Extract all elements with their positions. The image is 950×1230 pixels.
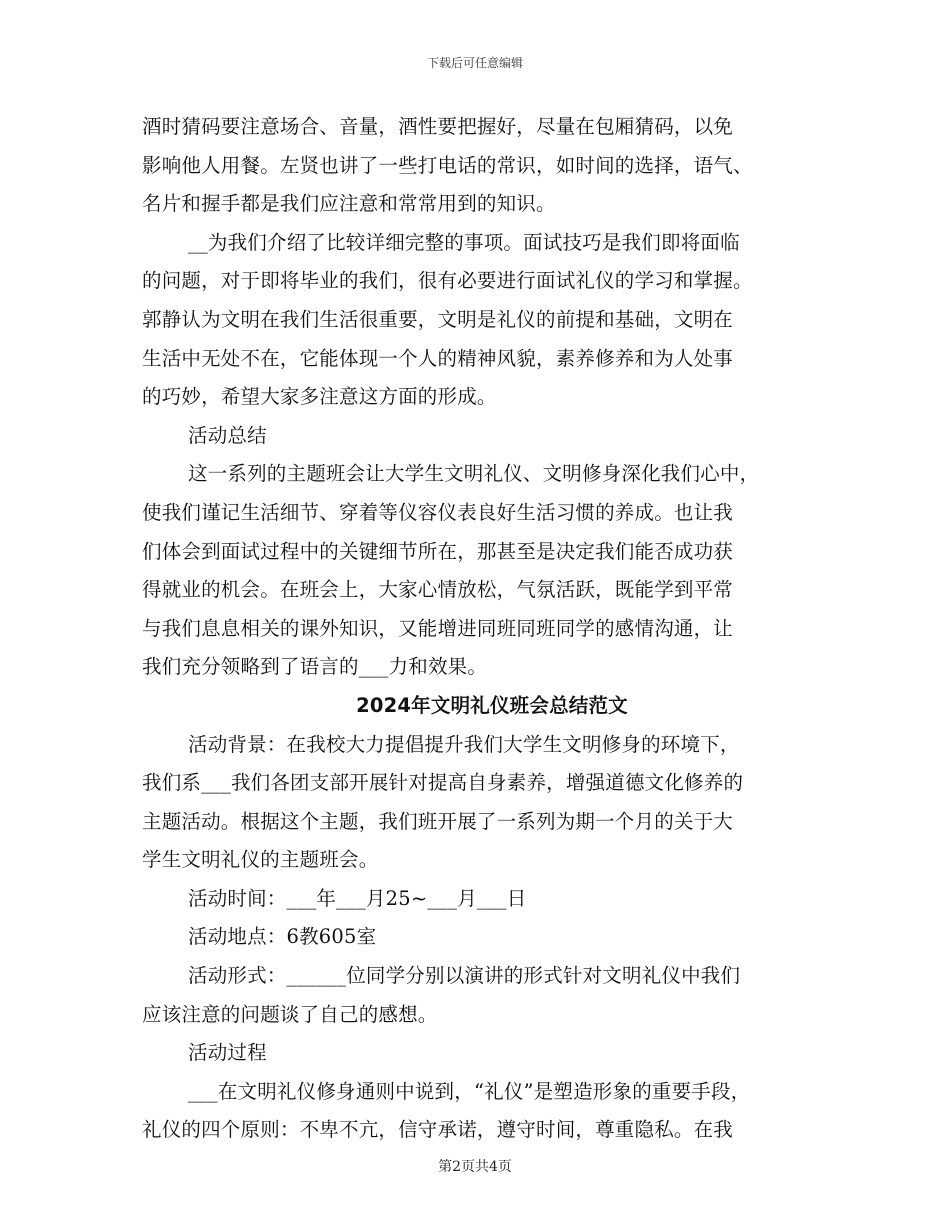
paragraph-line: 主题活动。根据这个主题，我们班开展了一系列为期一个月的关于大 <box>142 809 734 833</box>
paragraph-line: 我们充分领略到了语言的___力和效果。 <box>142 655 488 679</box>
section-heading: 活动过程 <box>188 1041 267 1065</box>
paragraph-line: 活动形式：______位同学分别以演讲的形式针对文明礼仪中我们 <box>188 964 741 988</box>
document-title: 2024年文明礼仪班会总结范文 <box>356 693 628 717</box>
paragraph-line: 的问题，对于即将毕业的我们，很有必要进行面试礼仪的学习和掌握。 <box>142 269 753 293</box>
paragraph-line: 影响他人用餐。左贤也讲了一些打电话的常识，如时间的选择，语气、 <box>142 153 753 177</box>
paragraph-line: 活动时间：___年___月25~___月___日 <box>188 886 527 910</box>
paragraph-line: 的巧妙，希望大家多注意这方面的形成。 <box>142 385 497 409</box>
document-body <box>142 108 842 1150</box>
paragraph-line: 郭静认为文明在我们生活很重要，文明是礼仪的前提和基础，文明在 <box>142 307 734 331</box>
paragraph-line: 礼仪的四个原则：不卑不亢，信守承诺，遵守时间，尊重隐私。在我 <box>142 1118 734 1142</box>
header-note: 下载后可任意编辑 <box>426 56 523 70</box>
paragraph-line: 应该注意的问题谈了自己的感想。 <box>142 1002 438 1026</box>
paragraph-line: 活动背景：在我校大力提倡提升我们大学生文明修身的环境下， <box>188 732 740 756</box>
paragraph-line: 酒时猜码要注意场合、音量，酒性要把握好，尽量在包厢猜码，以免 <box>142 115 734 138</box>
paragraph-line: 我们系___我们各团支部开展针对提高自身素养，增强道德文化修养的 <box>142 771 744 795</box>
section-heading: 活动总结 <box>188 423 267 447</box>
paragraph-line: 这一系列的主题班会让大学生文明礼仪、文明修身深化我们心中， <box>188 462 760 486</box>
paragraph-line: 名片和握手都是我们应注意和常常用到的知识。 <box>142 192 556 216</box>
paragraph-line: ___在文明礼仪修身通则中说到，“礼仪”是塑造形象的重要手段， <box>188 1079 751 1103</box>
paragraph-line: 与我们息息相关的课外知识，又能增进同班同班同学的感情沟通，让 <box>142 616 734 640</box>
page-number: 第2页共4页 <box>438 1159 512 1175</box>
paragraph-line: __为我们介绍了比较详细完整的事项。面试技巧是我们即将面临 <box>188 230 740 254</box>
paragraph-line: 使我们谨记生活细节、穿着等仪容仪表良好生活习惯的养成。也让我 <box>142 500 734 524</box>
paragraph-line: 们体会到面试过程中的关键细节所在，那甚至是决定我们能否成功获 <box>142 539 734 563</box>
paragraph-line: 学生文明礼仪的主题班会。 <box>142 848 379 872</box>
paragraph-line: 得就业的机会。在班会上，大家心情放松，气氛活跃，既能学到平常 <box>142 578 734 602</box>
paragraph-line: 生活中无处不在，它能体现一个人的精神风貌，素养修养和为人处事 <box>142 346 734 370</box>
paragraph-line: 活动地点：6教605室 <box>188 925 377 949</box>
